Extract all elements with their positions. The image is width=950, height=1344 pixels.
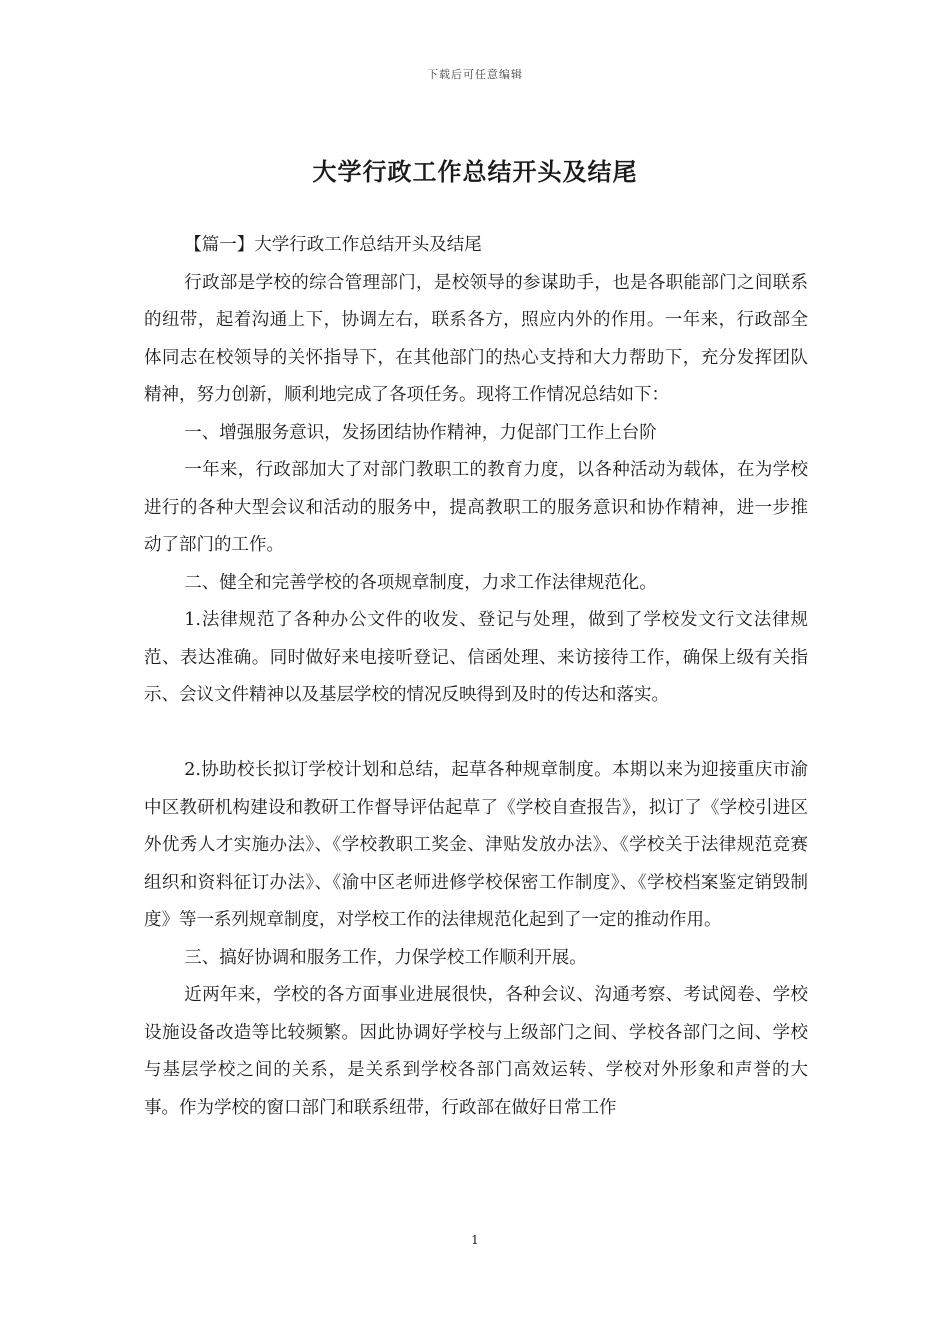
document-body (144, 227, 808, 1127)
heading-item-2: 二、健全和完善学校的各项规章制度，力求工作法律规范化。 (184, 572, 657, 593)
page-number: 1 (471, 1233, 479, 1247)
paragraph-item-2-1: 1.法律规范了各种办公文件的收发、登记与处理，做到了学校发文行文法律规范、表达准确。同时做好来电接听登记、信函处理、来访接待工作，确保上级有关指示、会议文件精神以及基层学校的情况反映得到及时的传达和落实。 (144, 610, 808, 705)
paragraph-intro: 行政部是学校的综合管理部门，是校领导的参谋助手，也是各职能部门之间联系的纽带，起着沟通上下，协调左右，联系各方，照应内外的作用。一年来，行政部全体同志在校领导的关怀指导下，在其他部门的热心支持和大力帮助下，充分发挥团队精神，努力创新，顺利地完成了各项任务。现将工作情况总结如下： (144, 272, 808, 405)
paragraph-item-2-2: 2.协助校长拟订学校计划和总结，起草各种规章制度。本期以来为迎接重庆市渝中区教研机构建设和教研工作督导评估起草了《学校自查报告》，拟订了《学校引进区外优秀人才实施办法》、《学校教职工奖金、津贴发放办法》、《学校关于法律规范竞赛组织和资料征订办法》、《渝中区老师进修学校保密工作制度》、《学校档案鉴定销毁制度》等一系列规章制度，对学校工作的法律规范化起到了一定的推动作用。 (144, 760, 808, 930)
section-heading-part-one: 【篇一】大学行政工作总结开头及结尾 (184, 235, 482, 255)
document-title: 大学行政工作总结开头及结尾 (312, 157, 638, 186)
paragraph-item-1: 一年来，行政部加大了对部门教职工的教育力度，以各种活动为载体，在为学校进行的各种大型会议和活动的服务中，提高教职工的服务意识和协作精神，进一步推动了部门的工作。 (144, 460, 808, 555)
paragraph-item-3: 近两年来，学校的各方面事业进展很快，各种会议、沟通考察、考试阅卷、学校设施设备改造等比较频繁。因此协调好学校与上级部门之间、学校各部门之间、学校与基层学校之间的关系，是关系到学校各部门高效运转、学校对外形象和声誉的大事。作为学校的窗口部门和联系纽带，行政部在做好日常工作 (144, 985, 808, 1118)
heading-item-3: 三、搞好协调和服务工作，力保学校工作顺利开展。 (184, 947, 587, 968)
heading-item-1: 一、增强服务意识，发扬团结协作精神，力促部门工作上台阶 (184, 422, 657, 443)
header-note: 下载后可任意编辑 (427, 68, 523, 81)
